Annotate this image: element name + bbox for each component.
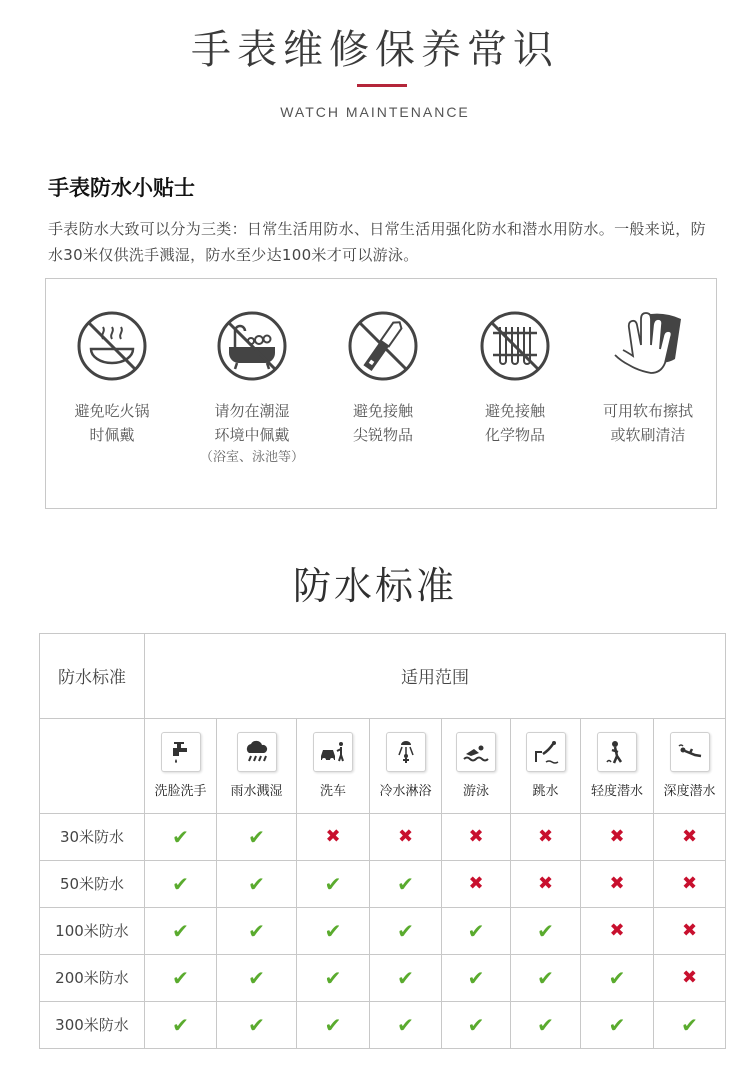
- tips-icon-panel: [45, 278, 717, 509]
- wipe-cloth-icon: [611, 309, 685, 383]
- diving-board-icon: [526, 732, 566, 772]
- mark-cell: [442, 1001, 511, 1048]
- check-icon: ✔: [324, 965, 342, 990]
- mark-cell: [511, 907, 581, 954]
- check-icon: ✔: [608, 965, 626, 990]
- mark-cell: [654, 813, 726, 860]
- cross-icon: ✖: [537, 826, 554, 848]
- cross-icon: ✖: [681, 826, 698, 848]
- check-icon: ✔: [248, 824, 265, 849]
- mark-cell: [370, 907, 442, 954]
- tip-no-bathtub: [187, 309, 317, 469]
- activity-label: 洗车: [319, 784, 346, 800]
- blank-cell: [40, 718, 145, 813]
- tip-no-knife: [318, 309, 448, 447]
- check-icon: ✔: [397, 918, 414, 943]
- mark-cell: [442, 860, 511, 907]
- activity-cell: [442, 718, 511, 813]
- mark-cell: [145, 1001, 217, 1048]
- check-icon: ✔: [608, 1012, 626, 1037]
- mark-cell: [442, 954, 511, 1001]
- mark-cell: [511, 1001, 581, 1048]
- tip-label-line2: 尖锐物品: [352, 426, 413, 444]
- mark-cell: [145, 860, 217, 907]
- check-icon: ✔: [172, 918, 189, 943]
- check-icon: ✔: [248, 918, 265, 943]
- tip-label-line1: 请勿在潮湿: [214, 402, 290, 420]
- table-row: [40, 813, 726, 860]
- activity-cell: [145, 718, 217, 813]
- cross-icon: ✖: [609, 826, 625, 848]
- cross-icon: ✖: [681, 967, 698, 989]
- swimming-icon: [456, 732, 496, 772]
- mark-cell: [581, 907, 654, 954]
- page-subtitle: WATCH MAINTENANCE: [280, 104, 470, 120]
- tip-label-line1: 避免接触: [352, 402, 413, 420]
- tips-heading: 手表防水小贴士: [48, 176, 195, 200]
- cross-icon: ✖: [537, 873, 554, 895]
- check-icon: ✔: [467, 965, 485, 990]
- table-row: [40, 907, 726, 954]
- cross-icon: ✖: [681, 873, 698, 895]
- column-header-scope: 适用范围: [145, 634, 726, 719]
- shower-icon: [386, 732, 426, 772]
- title-accent-rule: [357, 84, 407, 87]
- activity-cell: [511, 718, 581, 813]
- mark-cell: [581, 860, 654, 907]
- check-icon: ✔: [397, 965, 414, 990]
- activity-label: 雨水溅湿: [230, 784, 283, 800]
- tip-label-line2: 化学物品: [484, 426, 545, 444]
- check-icon: ✔: [324, 1012, 342, 1037]
- activity-cell: [297, 718, 370, 813]
- tip-label-line2: 时佩戴: [89, 426, 135, 444]
- mark-cell: [145, 954, 217, 1001]
- check-icon: ✔: [681, 1012, 698, 1037]
- tip-label-line1: 避免吃火锅: [74, 402, 150, 420]
- mark-cell: [297, 1001, 370, 1048]
- check-icon: ✔: [324, 918, 342, 943]
- cross-icon: ✖: [468, 826, 484, 848]
- mark-cell: [654, 1001, 726, 1048]
- waterproof-standards-table: [39, 633, 726, 1049]
- mark-cell: [370, 1001, 442, 1048]
- check-icon: ✔: [397, 871, 414, 896]
- standards-heading: 防水标准: [292, 564, 457, 608]
- snorkel-icon: [597, 732, 637, 772]
- mark-cell: [297, 907, 370, 954]
- mark-cell: [442, 813, 511, 860]
- table-row: [40, 954, 726, 1001]
- mark-cell: [145, 907, 217, 954]
- activity-label: 跳水: [532, 784, 559, 800]
- cross-icon: ✖: [325, 826, 341, 848]
- check-icon: ✔: [467, 1012, 485, 1037]
- activity-label: 游泳: [462, 784, 489, 800]
- tip-label-line2: 或软刷清洁: [610, 426, 686, 444]
- row-label: 300米防水: [40, 1001, 145, 1048]
- check-icon: ✔: [248, 965, 265, 990]
- mark-cell: [654, 954, 726, 1001]
- tip-label-line2: 环境中佩戴: [214, 426, 290, 444]
- tip-wipe-clean: [583, 309, 713, 447]
- activity-label: 洗脸洗手: [154, 784, 207, 800]
- tips-paragraph: 手表防水大致可以分为三类：日常生活用防水、日常生活用强化防水和潜水用防水。一般来说，防水30米仅供洗手溅湿，防水至少达100米才可以游泳。: [48, 220, 706, 264]
- check-icon: ✔: [537, 965, 554, 990]
- check-icon: ✔: [397, 1012, 414, 1037]
- rain-cloud-icon: [237, 732, 277, 772]
- row-label: 30米防水: [40, 813, 145, 860]
- mark-cell: [654, 860, 726, 907]
- activity-cell: [217, 718, 297, 813]
- mark-cell: [370, 954, 442, 1001]
- check-icon: ✔: [172, 965, 189, 990]
- check-icon: ✔: [248, 1012, 265, 1037]
- mark-cell: [217, 1001, 297, 1048]
- row-label: 100米防水: [40, 907, 145, 954]
- no-knife-icon: [346, 309, 420, 383]
- check-icon: ✔: [248, 871, 265, 896]
- check-icon: ✔: [324, 871, 342, 896]
- cross-icon: ✖: [397, 826, 414, 848]
- table-row: [40, 1001, 726, 1048]
- tip-no-chemicals: [450, 309, 580, 447]
- mark-cell: [297, 860, 370, 907]
- mark-cell: [217, 860, 297, 907]
- activity-cell: [370, 718, 442, 813]
- activity-label: 冷水淋浴: [379, 784, 432, 800]
- no-chemicals-icon: [478, 309, 552, 383]
- check-icon: ✔: [172, 871, 189, 896]
- mark-cell: [511, 813, 581, 860]
- mark-cell: [297, 813, 370, 860]
- mark-cell: [581, 813, 654, 860]
- check-icon: ✔: [172, 824, 189, 849]
- activity-label: 深度潜水: [663, 784, 716, 800]
- tip-label-line1: 避免接触: [484, 402, 545, 420]
- mark-cell: [217, 813, 297, 860]
- scuba-icon: [670, 732, 710, 772]
- no-bathtub-icon: [215, 309, 289, 383]
- activity-cell: [654, 718, 726, 813]
- mark-cell: [581, 1001, 654, 1048]
- tip-no-hotpot: [47, 309, 177, 447]
- mark-cell: [511, 954, 581, 1001]
- mark-cell: [217, 907, 297, 954]
- activity-label: 轻度潜水: [590, 784, 643, 800]
- cross-icon: ✖: [681, 920, 698, 942]
- check-icon: ✔: [467, 918, 485, 943]
- mark-cell: [654, 907, 726, 954]
- mark-cell: [297, 954, 370, 1001]
- mark-cell: [581, 954, 654, 1001]
- check-icon: ✔: [537, 1012, 554, 1037]
- mark-cell: [145, 813, 217, 860]
- no-hotpot-icon: [75, 309, 149, 383]
- faucet-icon: [161, 732, 201, 772]
- mark-cell: [217, 954, 297, 1001]
- row-label: 50米防水: [40, 860, 145, 907]
- cross-icon: ✖: [609, 873, 625, 895]
- row-label: 200米防水: [40, 954, 145, 1001]
- check-icon: ✔: [537, 918, 554, 943]
- mark-cell: [511, 860, 581, 907]
- tip-label-line1: 可用软布擦拭: [602, 402, 693, 420]
- car-wash-icon: [313, 732, 353, 772]
- mark-cell: [442, 907, 511, 954]
- cross-icon: ✖: [609, 920, 625, 942]
- page-title: 手表维修保养常识: [191, 27, 559, 73]
- mark-cell: [370, 860, 442, 907]
- check-icon: ✔: [172, 1012, 189, 1037]
- column-header-standard: 防水标准: [40, 634, 145, 719]
- tip-note: （浴室、泳池等）: [199, 450, 304, 465]
- activity-cell: [581, 718, 654, 813]
- cross-icon: ✖: [468, 873, 484, 895]
- mark-cell: [370, 813, 442, 860]
- table-row: [40, 860, 726, 907]
